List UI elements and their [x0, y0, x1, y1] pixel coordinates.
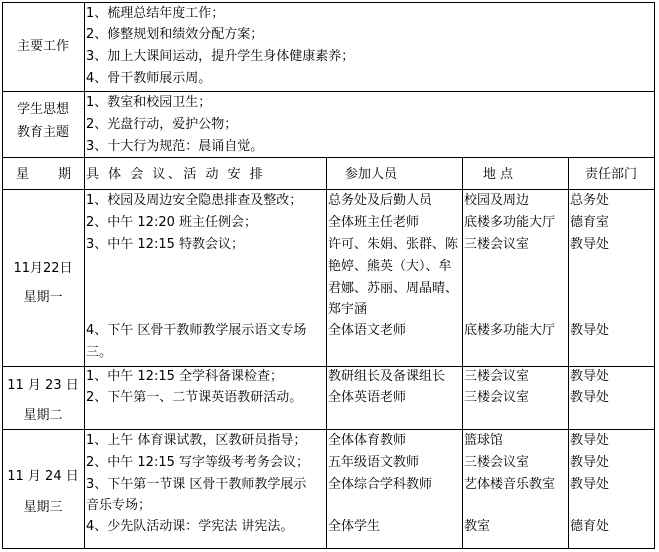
student-theme-label: 学生思想: [16, 102, 69, 117]
location-item: 三楼会议室: [464, 237, 530, 252]
activity-item: 1、中午 12:15 全学科备课检查；: [86, 369, 283, 384]
activity-item: 三。: [86, 345, 113, 360]
day-weekday: 星期二: [23, 408, 63, 423]
activity-item: 1、校园及周边安全隐患排查及整改；: [86, 193, 303, 208]
grid-line: [2, 91, 654, 92]
participant-item: 全体学生: [328, 519, 381, 534]
activity-item: 2、中午 12:15 写字等级考考务会议；: [86, 455, 309, 470]
column-header-weekday: 期: [58, 167, 72, 182]
participant-item: 全体语文老师: [328, 323, 407, 338]
grid-line: [462, 157, 463, 549]
list-item: 4、骨干教师展示周。: [86, 71, 212, 86]
activity-item: 音乐专场；: [86, 498, 152, 513]
main-work-label: 主要工作: [16, 39, 69, 54]
column-header-weekday: 星: [16, 167, 30, 182]
location-item: 三楼会议室: [464, 455, 530, 470]
department-item: 教导处: [570, 433, 610, 448]
list-item: 2、修整规划和绩效分配方案；: [86, 27, 264, 42]
department-item: 总务处: [570, 193, 610, 208]
grid-line: [2, 2, 654, 3]
grid-line: [84, 2, 85, 549]
location-item: 三楼会议室: [464, 369, 530, 384]
department-item: 教导处: [570, 237, 610, 252]
column-header-participants: 参加人员: [344, 167, 397, 182]
location-item: 三楼会议室: [464, 390, 530, 405]
activity-item: 2、中午 12:20 班主任例会；: [86, 215, 257, 230]
activity-item: 3、中午 12:15 特教会议；: [86, 237, 244, 252]
location-item: 底楼多功能大厅: [464, 323, 556, 338]
participant-item: 总务处及后勤人员: [328, 193, 433, 208]
participant-item: 许可、朱娟、张群、陈: [328, 237, 459, 252]
department-item: 教导处: [570, 390, 610, 405]
location-item: 篮球馆: [464, 433, 504, 448]
department-item: 德育室: [570, 215, 610, 230]
participant-item: 教研组长及备课组长: [328, 369, 446, 384]
activity-item: 1、上午 体育课试教，区教研员指导；: [86, 433, 307, 448]
day-weekday: 星期三: [23, 500, 63, 515]
column-header-location: 地 点: [482, 167, 514, 182]
grid-line: [2, 366, 654, 367]
participant-item: 全体班主任老师: [328, 215, 420, 230]
activity-item: 2、下午第一、二节课英语教研活动。: [86, 390, 303, 405]
grid-line: [568, 157, 569, 549]
participant-item: 艳婷、熊英（大）、牟: [328, 259, 452, 274]
activity-item: 3、下午第一节课 区骨干教师教学展示: [86, 477, 307, 492]
list-item: 1、教室和校园卫生；: [86, 95, 212, 110]
grid-line: [2, 429, 654, 430]
list-item: 2、光盘行动，爱护公物；: [86, 117, 238, 132]
grid-line: [2, 548, 654, 549]
list-item: 3、十大行为规范：晨诵自觉。: [86, 139, 264, 154]
location-item: 校园及周边: [464, 193, 530, 208]
column-header-activities: 具 体 会 议、活 动 安 排: [86, 167, 266, 182]
department-item: 德育处: [570, 519, 610, 534]
participant-item: 五年级语文教师: [328, 455, 420, 470]
location-item: 教室: [464, 519, 491, 534]
participant-item: 全体体育教师: [328, 433, 407, 448]
day-date: 11月22日: [13, 261, 73, 276]
list-item: 1、梳理总结年度工作；: [86, 6, 225, 21]
column-header-department: 责任部门: [584, 167, 637, 182]
grid-line: [654, 2, 655, 549]
list-item: 3、加上大课间运动，提升学生身体健康素养；: [86, 49, 355, 64]
day-date: 11 月 24 日: [7, 469, 79, 484]
location-item: 底楼多功能大厅: [464, 215, 556, 230]
participant-item: 君娜、苏丽、周晶晴、: [328, 281, 459, 296]
participant-item: 全体综合学科教师: [328, 477, 433, 492]
department-item: 教导处: [570, 369, 610, 384]
grid-line: [326, 157, 327, 549]
activity-item: 4、少先队活动课：学宪法 讲宪法。: [86, 519, 294, 534]
grid-line: [2, 157, 654, 158]
day-date: 11 月 23 日: [7, 378, 79, 393]
grid-line: [2, 189, 654, 190]
department-item: 教导处: [570, 455, 610, 470]
department-item: 教导处: [570, 477, 610, 492]
department-item: 教导处: [570, 323, 610, 338]
location-item: 艺体楼音乐教室: [464, 477, 556, 492]
participant-item: 全体英语老师: [328, 390, 407, 405]
activity-item: 4、下午 区骨干教师教学展示语文专场: [86, 323, 307, 338]
student-theme-label: 教育主题: [16, 125, 69, 140]
day-weekday: 星期一: [23, 290, 63, 305]
participant-item: 郑宇涵: [328, 302, 368, 317]
